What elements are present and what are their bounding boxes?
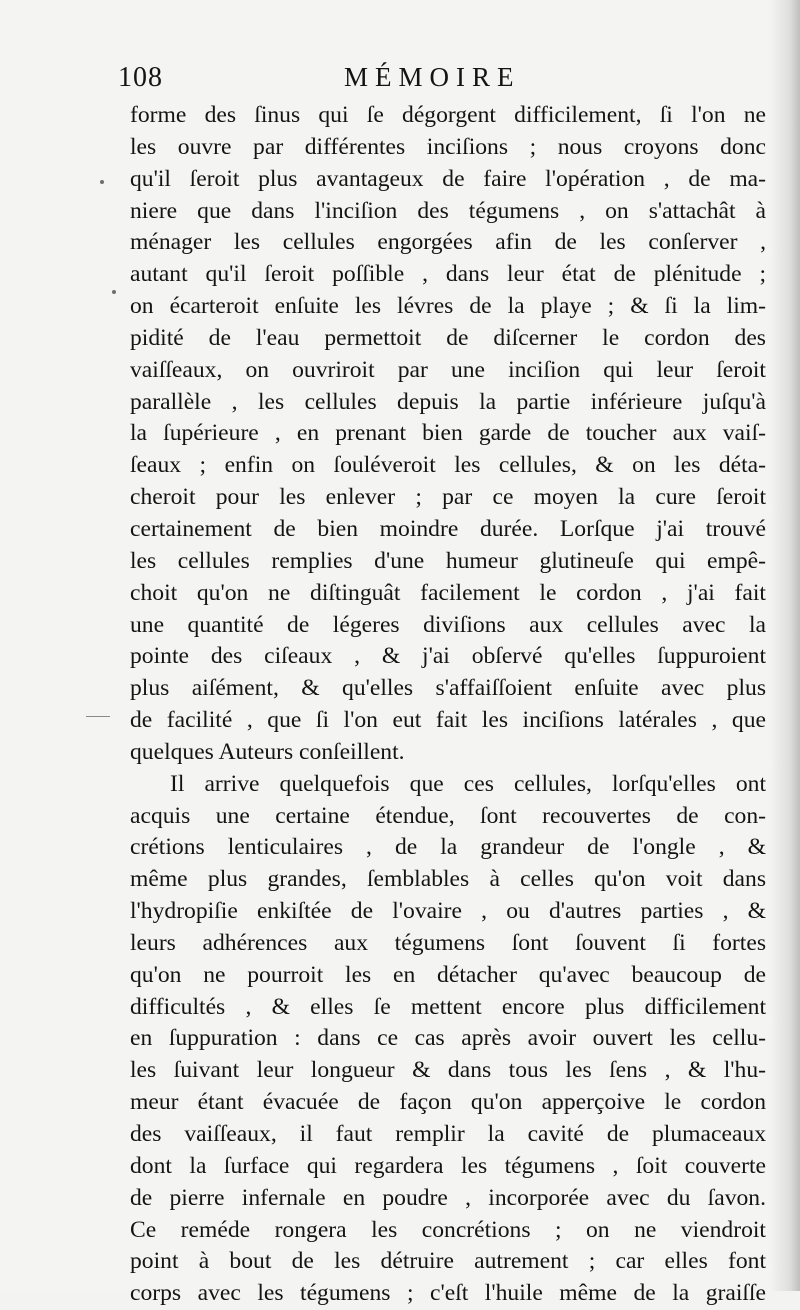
text-line: l'hydropiſie enkiſtée de l'ovaire , ou d'autres parties , &	[130, 898, 766, 925]
text-line: difficultés , & elles ſe mettent encore plus difficilement	[130, 993, 766, 1020]
page-header	[118, 62, 758, 102]
body-text	[130, 100, 766, 1310]
text-line: dont la ſurface qui regardera les tégumens , ſoit couverte	[130, 1152, 766, 1179]
text-line: crétions lenticulaires , de la grandeur de l'ongle , &	[130, 834, 766, 861]
text-line: une quantité de légeres diviſions aux cellules avec la	[130, 611, 766, 638]
paragraph-start-line: Il arrive quelquefois que ces cellules, lorſqu'elles ont	[170, 770, 766, 797]
text-line: pointe des ciſeaux , & j'ai obſervé qu'elles ſuppuroient	[130, 643, 766, 670]
text-line: corps avec les tégumens ; c'eſt l'huile même de la graiſſe	[130, 1280, 766, 1307]
text-line: des vaiſſeaux, il faut remplir la cavité de plumaceaux	[130, 1121, 766, 1147]
text-line: même plus grandes, ſemblables à celles qu'on voit dans	[130, 866, 766, 893]
margin-mark	[86, 716, 110, 717]
text-line: les ſuivant leur longueur & dans tous les ſens , & l'hu-	[130, 1057, 766, 1084]
text-line: la ſupérieure , en prenant bien garde de toucher aux vaiſ-	[130, 420, 766, 447]
text-line: parallèle , les cellules depuis la partie inférieure juſqu'à	[130, 388, 766, 415]
text-line: vaiſſeaux, on ouvriroit par une inciſion qui leur ſeroit	[130, 356, 766, 383]
margin-speck	[100, 180, 104, 184]
text-line: leurs adhérences aux tégumens ſont ſouvent ſi fortes	[130, 929, 766, 956]
text-line: qu'il ſeroit plus avantageux de faire l'opération , de ma-	[130, 165, 766, 192]
text-line: ménager les cellules engorgées afin de les conſerver ,	[130, 229, 766, 256]
text-line: choit qu'on ne diſtinguât facilement le cordon , j'ai fait	[130, 579, 766, 606]
text-line: cheroit pour les enlever ; par ce moyen la cure ſeroit	[130, 484, 766, 511]
text-line: en ſuppuration : dans ce cas après avoir ouvert les cellu-	[130, 1025, 766, 1052]
text-line: acquis une certaine étendue, ſont recouvertes de con-	[130, 802, 766, 829]
text-line: on écarteroit enſuite les lévres de la playe ; & ſi la lim-	[130, 293, 766, 320]
running-head: MÉMOIRE	[344, 62, 521, 92]
text-line: plus aiſément, & qu'elles s'affaiſſoient enſuite avec plus	[130, 675, 766, 702]
text-line: quelques Auteurs conſeillent.	[130, 738, 405, 765]
text-line: pidité de l'eau permettoit de diſcerner le cordon des	[130, 324, 766, 351]
page-number: 108	[118, 62, 163, 93]
text-line: Ce reméde rongera les concrétions ; on ne viendroit	[130, 1216, 766, 1243]
text-line: forme des ſinus qui ſe dégorgent difficilement, ſi l'on ne	[130, 102, 766, 128]
text-line: qu'on ne pourroit les en détacher qu'avec beaucoup de	[130, 961, 766, 988]
text-line: autant qu'il ſeroit poſſible , dans leur état de plénitude ;	[130, 261, 766, 288]
text-line: ſeaux ; enfin on ſouléveroit les cellules, & on les déta-	[130, 452, 766, 479]
text-line: de pierre infernale en poudre , incorporée avec du ſavon.	[130, 1184, 766, 1211]
text-line: les cellules remplies d'une humeur glutineuſe qui empê-	[130, 547, 766, 574]
text-line: certainement de bien moindre durée. Lorſque j'ai trouvé	[130, 515, 766, 542]
text-line: les ouvre par différentes inciſions ; nous croyons donc	[130, 133, 766, 160]
text-line: de facilité , que ſi l'on eut fait les inciſions latérales , que	[130, 707, 766, 734]
text-line: meur étant évacuée de façon qu'on apperçoive le cordon	[130, 1089, 766, 1116]
text-line: niere que dans l'inciſion des tégumens , on s'attachât à	[130, 197, 766, 224]
text-line: point à bout de les détruire autrement ; car elles font	[130, 1248, 766, 1275]
margin-speck	[112, 290, 116, 294]
